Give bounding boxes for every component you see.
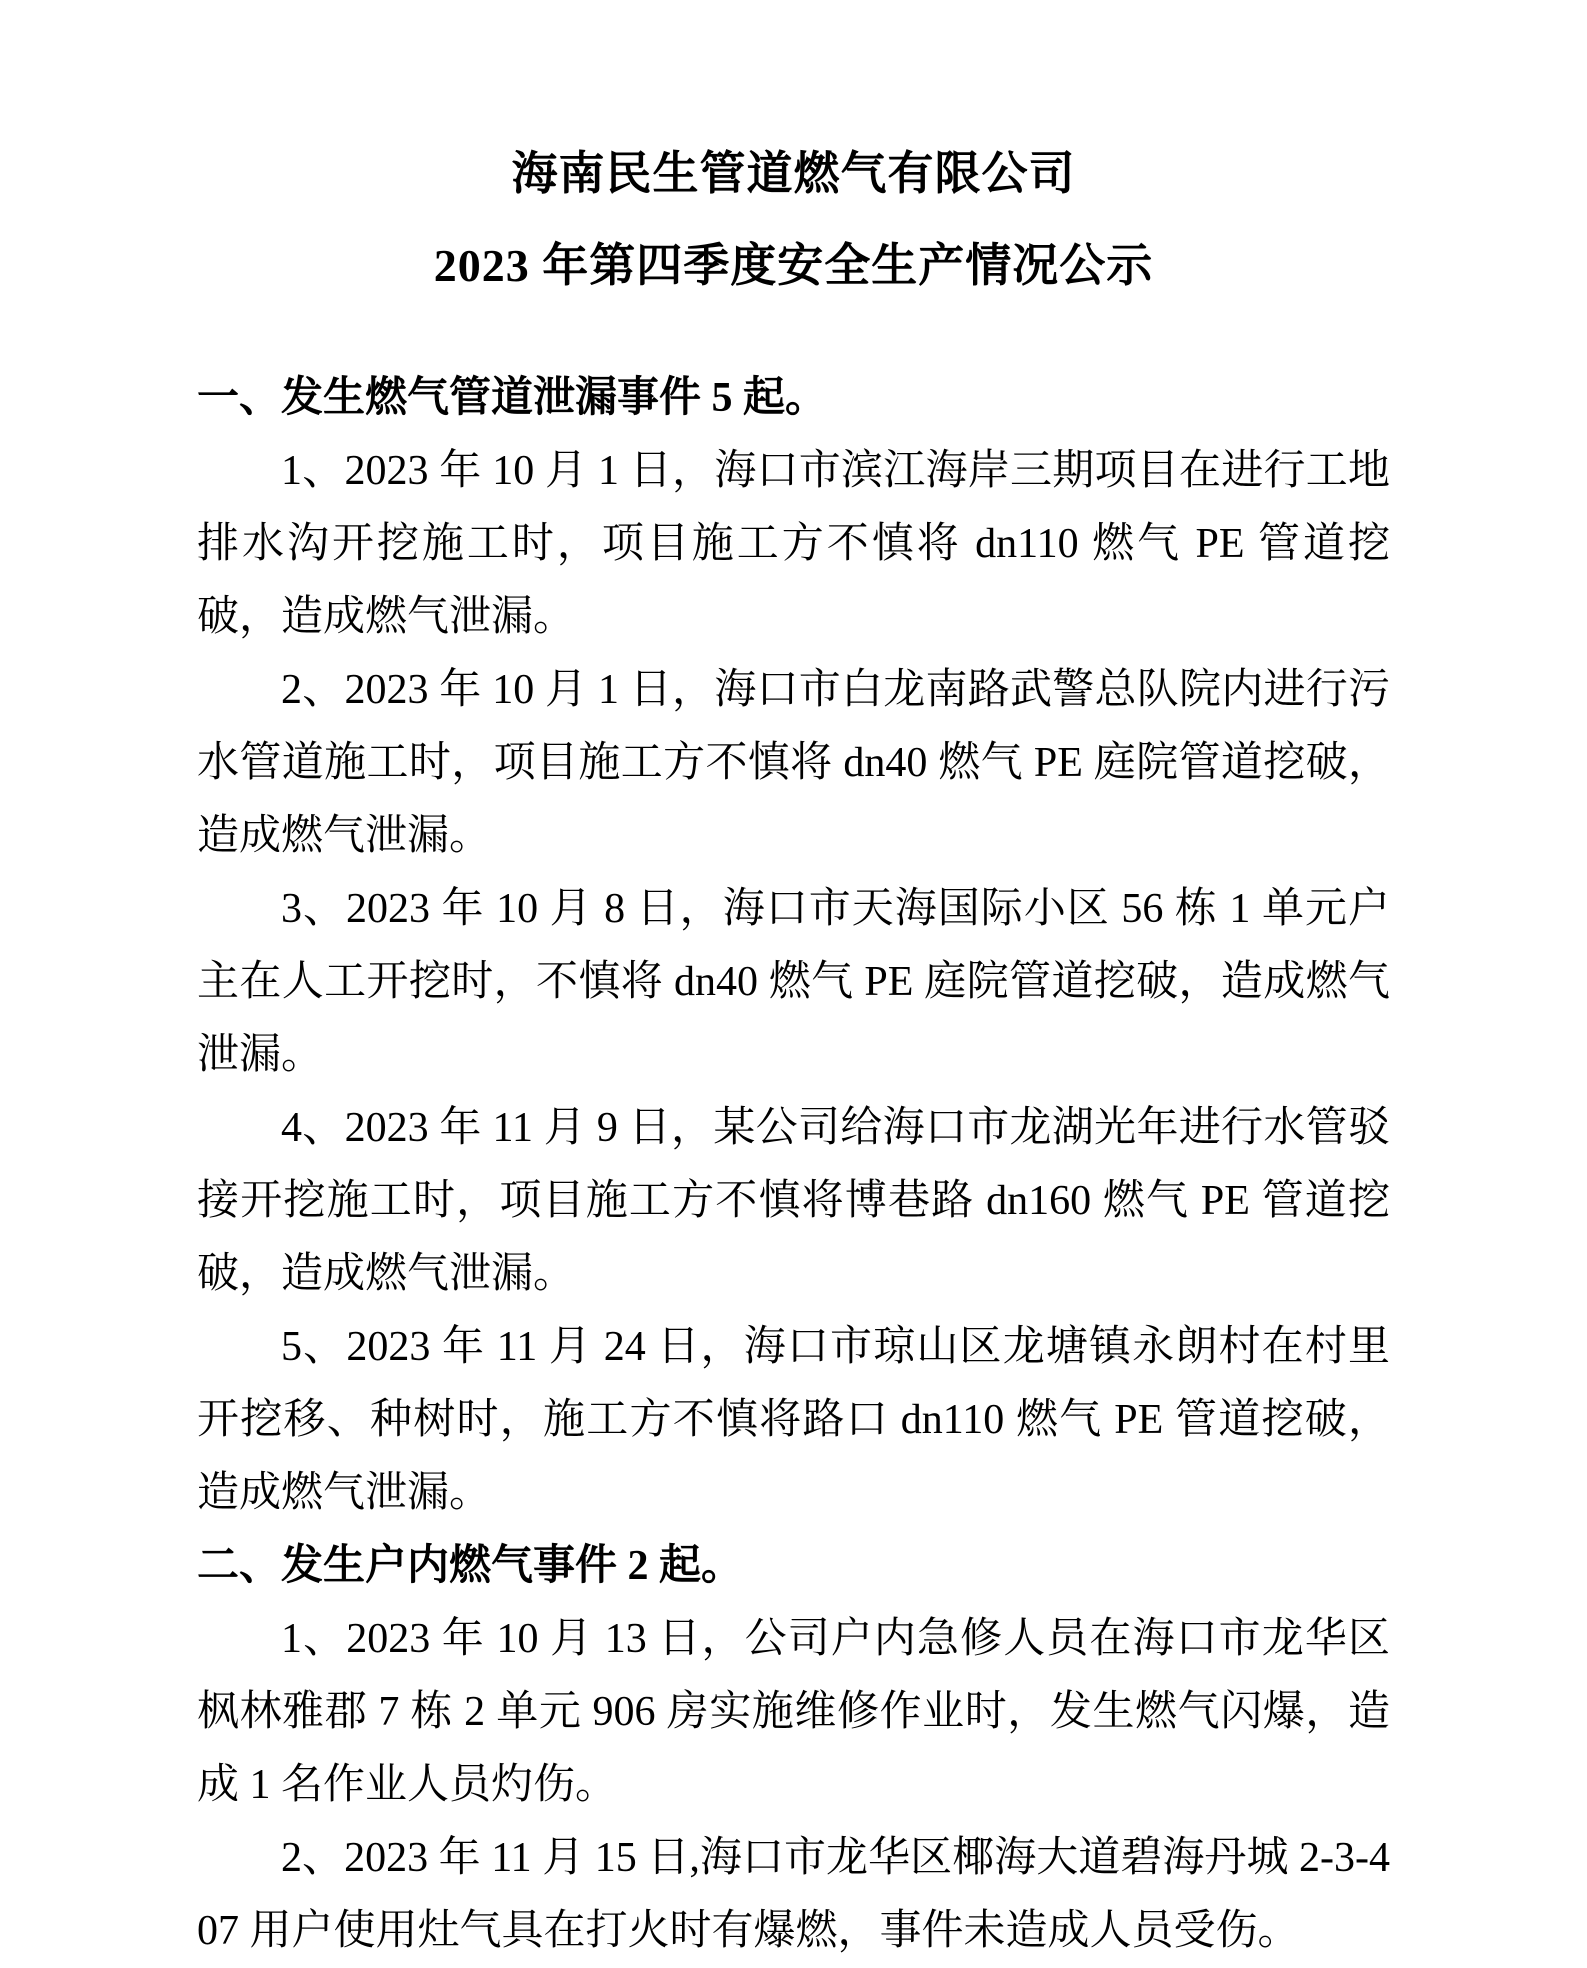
- doc-title-subject: 2023 年第四季度安全生产情况公示: [433, 240, 1154, 291]
- section-2-heading: 二、发生户内燃气事件 2 起。: [197, 1543, 744, 1589]
- doc-body: [197, 362, 1390, 1968]
- section-1-heading: 一、发生燃气管道泄漏事件 5 起。: [197, 375, 828, 421]
- section-1-item-3: 3、2023 年 10 月 8 日，海口市天海国际小区 56 栋 1 单元户主在人工开挖时，不慎将 dn40 燃气 PE 庭院管道挖破，造成燃气泄漏。: [197, 886, 1390, 1078]
- section-1-item-1: 1、2023 年 10 月 1 日，海口市滨江海岸三期项目在进行工地排水沟开挖施工时，项目施工方不慎将 dn110 燃气 PE 管道挖破，造成燃气泄漏。: [197, 448, 1390, 640]
- section-1-item-5: 5、2023 年 11 月 24 日，海口市琼山区龙塘镇永朗村在村里开挖移、种树时，施工方不慎将路口 dn110 燃气 PE 管道挖破，造成燃气泄漏。: [197, 1324, 1390, 1516]
- doc-title-company: 海南民生管道燃气有限公司: [511, 148, 1076, 199]
- section-1-item-2: 2、2023 年 10 月 1 日，海口市白龙南路武警总队院内进行污水管道施工时，项目施工方不慎将 dn40 燃气 PE 庭院管道挖破，造成燃气泄漏。: [197, 667, 1390, 859]
- section-2-item-2: 2、2023 年 11 月 15 日,海口市龙华区椰海大道碧海丹城 2-3-407 用户使用灶气具在打火时有爆燃，事件未造成人员受伤。: [197, 1835, 1390, 1954]
- section-2-item-1: 1、2023 年 10 月 13 日，公司户内急修人员在海口市龙华区枫林雅郡 7 栋 2 单元 906 房实施维修作业时，发生燃气闪爆，造成 1 名作业人员灼伤。: [197, 1616, 1390, 1808]
- section-1-item-4: 4、2023 年 11 月 9 日，某公司给海口市龙湖光年进行水管驳接开挖施工时，项目施工方不慎将博巷路 dn160 燃气 PE 管道挖破，造成燃气泄漏。: [197, 1105, 1390, 1297]
